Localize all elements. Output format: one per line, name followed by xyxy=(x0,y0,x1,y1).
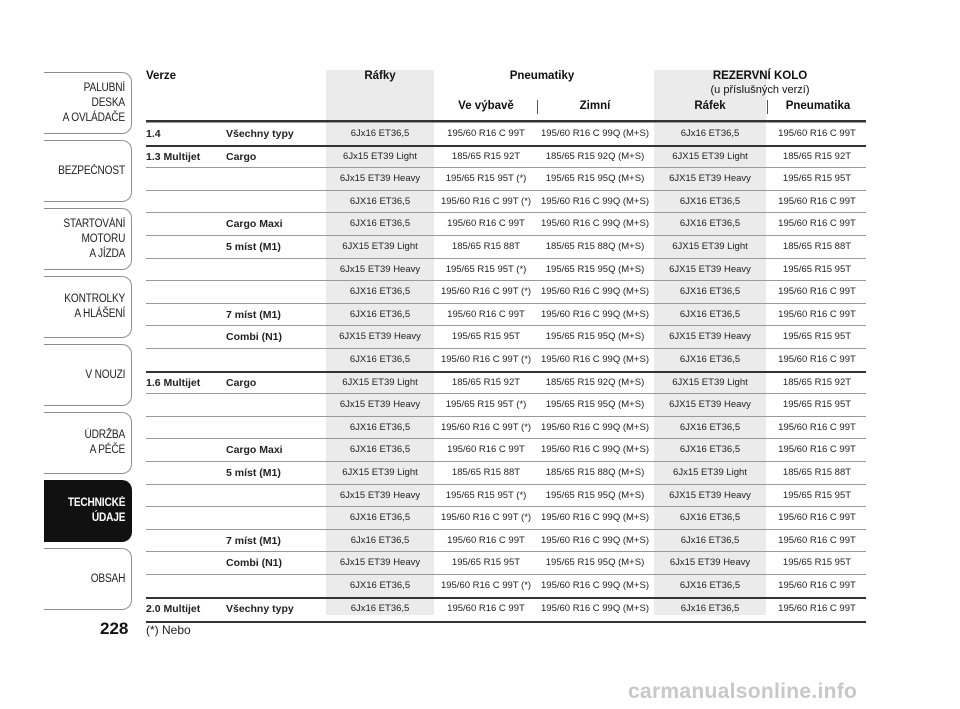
cell-stire: 195/60 R16 C 99T xyxy=(778,218,856,230)
cell-srim: 6Jx16 ET36,5 xyxy=(680,602,740,614)
cell-srim: 6Jx16 ET36,5 xyxy=(680,534,740,546)
cell-std: 195/65 R15 95T (*) xyxy=(445,399,527,411)
cell-rim: 6Jx15 ET39 Heavy xyxy=(339,489,421,501)
row-rule xyxy=(146,529,866,530)
cell-std: 195/65 R15 95T (*) xyxy=(445,173,527,185)
row-rule xyxy=(146,438,866,439)
cell-rim: 6JX16 ET36,5 xyxy=(349,308,411,320)
cell-stire: 195/60 R16 C 99T xyxy=(778,195,856,207)
cell-type: Cargo Maxi xyxy=(226,444,283,457)
cell-type: Cargo xyxy=(226,150,257,163)
cell-srim: 6JX15 ET39 Heavy xyxy=(669,331,751,343)
cell-winter: 195/60 R16 C 99Q (M+S) xyxy=(541,580,649,591)
cell-rim: 6Jx16 ET36,5 xyxy=(350,534,410,546)
cell-rim: 6JX16 ET36,5 xyxy=(349,195,411,207)
cell-type: 5 míst (M1) xyxy=(226,467,281,479)
cell-std: 195/60 R16 C 99T xyxy=(447,444,525,456)
sidebar-tab-label: PALUBNÍ DESKA A OVLÁDAČE xyxy=(62,81,125,124)
cell-stire: 185/65 R15 92T xyxy=(782,376,852,388)
cell-rim: 6JX16 ET36,5 xyxy=(349,421,411,433)
cell-std: 195/65 R15 95T (*) xyxy=(445,263,527,275)
cell-std: 195/60 R16 C 99T (*) xyxy=(440,421,532,433)
cell-type: Všechny typy xyxy=(226,602,294,615)
cell-std: 195/60 R16 C 99T xyxy=(447,128,525,139)
row-rule xyxy=(146,461,866,462)
cell-rim: 6JX15 ET39 Light xyxy=(342,376,418,388)
header-rafky: Ráfky xyxy=(364,70,396,82)
cell-winter: 195/60 R16 C 99Q (M+S) xyxy=(541,286,649,298)
sidebar-tab[interactable] xyxy=(44,480,132,542)
cell-stire: 195/60 R16 C 99T xyxy=(778,512,856,524)
sidebar-tab[interactable] xyxy=(44,344,132,406)
footnote: (*) Nebo xyxy=(146,623,191,637)
cell-srim: 6JX16 ET36,5 xyxy=(679,512,741,524)
cell-stire: 195/60 R16 C 99T xyxy=(778,354,856,365)
cell-stire: 195/65 R15 95T xyxy=(782,173,852,185)
cell-stire: 185/65 R15 88T xyxy=(782,241,852,252)
sidebar-tab-label: V NOUZI xyxy=(85,368,125,381)
cell-std: 195/60 R16 C 99T (*) xyxy=(440,580,532,591)
row-rule xyxy=(146,122,866,123)
cell-stire: 195/60 R16 C 99T xyxy=(778,444,856,456)
cell-winter: 185/65 R15 92Q (M+S) xyxy=(545,376,645,388)
row-rule xyxy=(146,393,866,394)
cell-stire: 195/65 R15 95T xyxy=(782,263,852,275)
cell-type: 7 míst (M1) xyxy=(226,308,281,321)
cell-rim: 6Jx15 ET39 Heavy xyxy=(339,173,421,185)
cell-std: 195/60 R16 C 99T xyxy=(447,308,525,320)
sidebar-tab[interactable] xyxy=(44,412,132,474)
cell-srim: 6JX16 ET36,5 xyxy=(679,354,741,365)
tire-specification-table xyxy=(146,70,866,615)
cell-std: 185/65 R15 88T xyxy=(451,241,521,252)
cell-std: 195/60 R16 C 99T (*) xyxy=(440,195,532,207)
sidebar-tab-label: STARTOVÁNÍ MOTORU A JÍZDA xyxy=(63,217,125,260)
cell-rim: 6Jx15 ET39 Light xyxy=(343,150,417,162)
cell-stire: 195/60 R16 C 99T xyxy=(778,308,856,320)
cell-std: 195/60 R16 C 99T xyxy=(447,602,525,614)
cell-std: 195/60 R16 C 99T xyxy=(447,534,525,546)
cell-srim: 6JX16 ET36,5 xyxy=(679,444,741,456)
cell-winter: 195/60 R16 C 99Q (M+S) xyxy=(541,421,649,433)
cell-std: 195/65 R15 95T xyxy=(451,331,521,343)
sidebar-tab[interactable] xyxy=(44,548,132,610)
cell-rim: 6Jx15 ET39 Heavy xyxy=(339,557,421,569)
cell-engine: 1.3 Multijet xyxy=(146,150,201,163)
header-ve-vybave: Ve výbavě xyxy=(458,100,514,112)
cell-srim: 6JX15 ET39 Heavy xyxy=(669,173,751,185)
watermark: carmanualsonline.info xyxy=(628,680,858,703)
header-rezervni-sub: (u příslušných verzí) xyxy=(710,84,810,96)
sidebar-tab-label: OBSAH xyxy=(90,572,125,585)
row-rule xyxy=(146,416,866,417)
sidebar-tab-label: BEZPEČNOST xyxy=(58,164,125,177)
row-rule xyxy=(146,551,866,552)
sidebar-tab-label: ÚDRŽBA A PÉČE xyxy=(84,429,125,456)
cell-stire: 195/60 R16 C 99T xyxy=(778,286,856,298)
cell-winter: 195/60 R16 C 99Q (M+S) xyxy=(541,602,649,614)
header-rezervni-kolo: REZERVNÍ KOLO xyxy=(712,70,808,82)
cell-srim: 6JX16 ET36,5 xyxy=(679,421,741,433)
cell-engine: 2.0 Multijet xyxy=(146,602,201,615)
page-number: 228 xyxy=(100,619,129,638)
cell-stire: 195/60 R16 C 99T xyxy=(778,421,856,433)
cell-rim: 6JX16 ET36,5 xyxy=(349,218,411,230)
cell-winter: 195/65 R15 95Q (M+S) xyxy=(545,331,645,343)
cell-rim: 6JX15 ET39 Light xyxy=(342,241,418,252)
row-rule xyxy=(146,303,866,304)
row-rule xyxy=(146,371,866,373)
row-rule xyxy=(146,280,866,281)
cell-winter: 195/60 R16 C 99Q (M+S) xyxy=(541,195,649,207)
cell-stire: 195/65 R15 95T xyxy=(782,399,852,411)
cell-stire: 195/60 R16 C 99T xyxy=(778,602,856,614)
cell-winter: 195/60 R16 C 99Q (M+S) xyxy=(541,308,649,320)
cell-std: 195/60 R16 C 99T (*) xyxy=(440,286,532,298)
cell-std: 195/65 R15 95T (*) xyxy=(445,489,527,501)
cell-srim: 6JX16 ET36,5 xyxy=(679,195,741,207)
row-rule xyxy=(146,325,866,326)
header-divider xyxy=(537,100,538,114)
cell-srim: 6JX16 ET36,5 xyxy=(679,308,741,320)
cell-std: 185/65 R15 88T xyxy=(451,467,521,478)
cell-std: 195/60 R16 C 99T (*) xyxy=(440,354,532,365)
cell-srim: 6JX15 ET39 Light xyxy=(672,376,748,388)
cell-stire: 185/65 R15 92T xyxy=(782,150,852,162)
cell-stire: 185/65 R15 88T xyxy=(782,467,852,478)
row-rule xyxy=(146,597,866,599)
row-rule xyxy=(146,235,866,236)
cell-rim: 6Jx15 ET39 Heavy xyxy=(339,263,421,275)
cell-winter: 195/65 R15 95Q (M+S) xyxy=(545,399,645,411)
header-rafek: Ráfek xyxy=(694,100,726,112)
cell-type: 7 míst (M1) xyxy=(226,534,281,547)
cell-srim: 6JX15 ET39 Heavy xyxy=(669,489,751,501)
cell-winter: 195/60 R16 C 99Q (M+S) xyxy=(541,218,649,230)
cell-winter: 195/65 R15 95Q (M+S) xyxy=(545,173,645,185)
row-rule xyxy=(146,190,866,191)
row-rule xyxy=(146,167,866,168)
cell-stire: 195/65 R15 95T xyxy=(782,331,852,343)
cell-srim: 6JX16 ET36,5 xyxy=(679,580,741,591)
cell-rim: 6Jx16 ET36,5 xyxy=(350,602,410,614)
cell-winter: 195/65 R15 95Q (M+S) xyxy=(545,263,645,275)
cell-rim: 6JX16 ET36,5 xyxy=(349,354,411,365)
cell-type: Cargo Maxi xyxy=(226,218,283,231)
cell-stire: 195/65 R15 95T xyxy=(782,489,852,501)
cell-srim: 6JX15 ET39 Heavy xyxy=(669,399,751,411)
cell-type: Combi (N1) xyxy=(226,557,282,570)
sidebar-tab[interactable] xyxy=(44,140,132,202)
cell-type: 5 míst (M1) xyxy=(226,241,281,253)
cell-stire: 195/60 R16 C 99T xyxy=(778,534,856,546)
cell-rim: 6JX16 ET36,5 xyxy=(349,444,411,456)
cell-winter: 195/60 R16 C 99Q (M+S) xyxy=(541,128,649,139)
row-rule xyxy=(146,145,866,147)
row-rule xyxy=(146,484,866,485)
row-rule xyxy=(146,574,866,575)
cell-srim: 6JX15 ET39 Heavy xyxy=(669,263,751,275)
cell-winter: 185/65 R15 88Q (M+S) xyxy=(545,241,645,252)
cell-winter: 195/60 R16 C 99Q (M+S) xyxy=(541,444,649,456)
cell-srim: 6JX16 ET36,5 xyxy=(679,218,741,230)
cell-engine: 1.4 xyxy=(146,128,161,140)
cell-srim: 6Jx15 ET39 Heavy xyxy=(669,557,751,569)
cell-srim: 6JX15 ET39 Light xyxy=(672,150,748,162)
cell-srim: 6Jx15 ET39 Light xyxy=(673,467,747,478)
cell-std: 185/65 R15 92T xyxy=(451,376,521,388)
header-divider xyxy=(767,100,768,114)
cell-rim: 6Jx15 ET39 Heavy xyxy=(339,399,421,411)
cell-rim: 6JX15 ET39 Heavy xyxy=(339,331,421,343)
cell-rim: 6JX16 ET36,5 xyxy=(349,286,411,298)
cell-winter: 185/65 R15 92Q (M+S) xyxy=(545,150,645,162)
cell-rim: 6JX16 ET36,5 xyxy=(349,512,411,524)
cell-stire: 195/65 R15 95T xyxy=(782,557,852,569)
row-rule xyxy=(146,506,866,507)
cell-srim: 6Jx16 ET36,5 xyxy=(680,128,740,139)
header-verze: Verze xyxy=(146,70,177,82)
cell-winter: 185/65 R15 88Q (M+S) xyxy=(545,467,645,478)
cell-type: Combi (N1) xyxy=(226,331,282,344)
cell-winter: 195/60 R16 C 99Q (M+S) xyxy=(541,512,649,524)
header-pneumatiky: Pneumatiky xyxy=(509,70,575,82)
sidebar-tab[interactable] xyxy=(44,208,132,270)
sidebar-tab-label: TECHNICKÉ ÚDAJE xyxy=(67,497,125,524)
cell-std: 185/65 R15 92T xyxy=(451,150,521,162)
cell-stire: 195/60 R16 C 99T xyxy=(778,580,856,591)
cell-std: 195/60 R16 C 99T (*) xyxy=(440,512,532,524)
cell-rim: 6JX16 ET36,5 xyxy=(349,580,411,591)
cell-winter: 195/65 R15 95Q (M+S) xyxy=(545,557,645,569)
header-zimni: Zimní xyxy=(579,100,611,112)
row-rule xyxy=(146,348,866,349)
cell-winter: 195/65 R15 95Q (M+S) xyxy=(545,489,645,501)
cell-std: 195/60 R16 C 99T xyxy=(447,218,525,230)
cell-rim: 6JX15 ET39 Light xyxy=(342,467,418,478)
cell-type: Všechny typy xyxy=(226,128,294,140)
cell-winter: 195/60 R16 C 99Q (M+S) xyxy=(541,534,649,546)
cell-winter: 195/60 R16 C 99Q (M+S) xyxy=(541,354,649,365)
row-rule xyxy=(146,212,866,213)
chapter-sidebar xyxy=(44,72,132,616)
sidebar-tab[interactable] xyxy=(44,72,132,134)
header-pneumatika: Pneumatika xyxy=(785,100,851,112)
sidebar-tab-label: KONTROLKY A HLÁŠENÍ xyxy=(64,293,125,320)
cell-engine: 1.6 Multijet xyxy=(146,376,201,389)
cell-stire: 195/60 R16 C 99T xyxy=(778,128,856,139)
cell-rim: 6Jx16 ET36,5 xyxy=(350,128,410,139)
cell-srim: 6JX16 ET36,5 xyxy=(679,286,741,298)
sidebar-tab[interactable] xyxy=(44,276,132,338)
cell-std: 195/65 R15 95T xyxy=(451,557,521,569)
cell-type: Cargo xyxy=(226,376,257,389)
table-bottom-rule xyxy=(146,621,866,623)
cell-srim: 6JX15 ET39 Light xyxy=(672,241,748,252)
row-rule xyxy=(146,258,866,259)
